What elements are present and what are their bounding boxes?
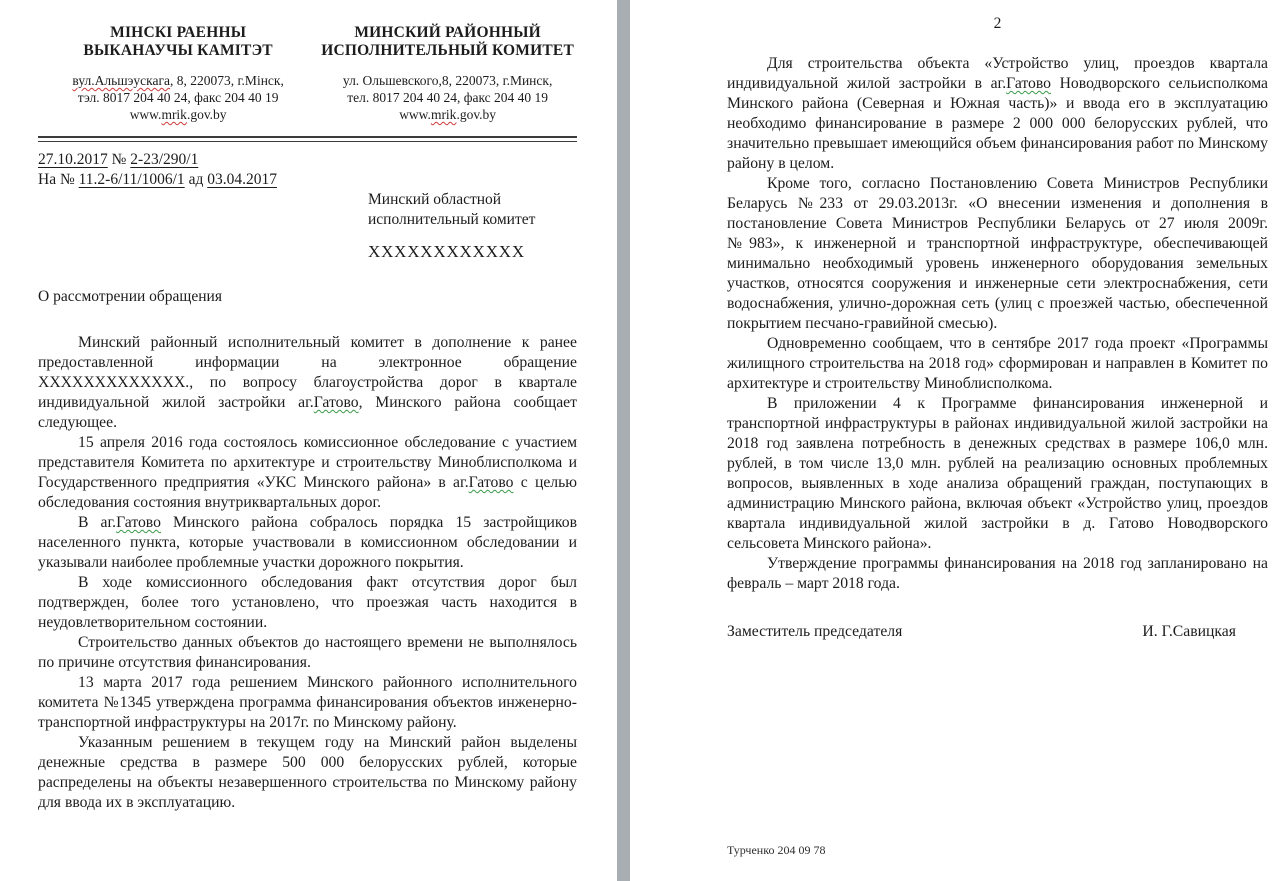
recipient-line-1: Минский областной — [368, 191, 502, 208]
signature-position: Заместитель председателя — [727, 623, 903, 640]
paragraph: В аг.Гатово Минского района собралось порядка 15 застройщиков населенного пункта, которые участвовали в комиссионном обследовании и указывали наиболее проблемные участки дорожного покрытия. — [38, 514, 577, 571]
org-website-ru: www.mrik.gov.by — [399, 107, 497, 122]
signature-row — [727, 622, 1268, 642]
subject-line: О рассмотрении обращения — [38, 288, 222, 305]
letterhead-rule — [38, 136, 577, 142]
page-1 — [0, 0, 617, 881]
signature-name: И. Г.Савицкая — [1142, 623, 1236, 640]
org-title-ru-line2: ИСПОЛНИТЕЛЬНЫЙ КОМИТЕТ — [321, 42, 574, 59]
org-contact-ru — [318, 72, 577, 123]
paragraph: Строительство данных объектов до настоящего времени не выполнялось по причине отсутствия финансирования. — [38, 634, 577, 671]
paragraph: Утверждение программы финансирования на 2018 год запланировано на февраль – март 2018 года. — [727, 555, 1268, 592]
reference-line-2: На № 11.2-6/11/1006/1 ад 03.04.2017 — [38, 171, 277, 188]
page-2 — [630, 0, 1280, 881]
page-1-body — [38, 333, 577, 813]
recipient-block — [368, 190, 577, 262]
page-gap-divider — [617, 0, 630, 881]
org-title-by — [38, 24, 318, 60]
letterhead — [38, 24, 577, 123]
org-contact-by — [38, 72, 318, 123]
reference-block — [38, 150, 577, 190]
paragraph: Минский районный исполнительный комитет в дополнение к ранее предоставленной информации на электронное обращение ХХХХХХХХХХХХХ., по вопросу благоустройства дорог в квартале индивидуальной жилой застройки аг.Гатово, Минского района сообщает следующее. — [38, 334, 577, 431]
org-title-ru — [318, 24, 577, 60]
page-number: 2 — [993, 15, 1002, 32]
page-2-body — [727, 54, 1268, 594]
paragraph: Для строительства объекта «Устройство улиц, проездов квартала индивидуальной жилой застройки в аг.Гатово Новодворского сельисполкома Минского района (Северная и Южная часть)» и ввода его в эксплуатацию необходимо финансирование в размере 2 000 000 белорусских рублей, что значительно превышает имеющийся объем финансирования работ по Минскому району в целом. — [727, 55, 1268, 172]
paragraph: Указанным решением в текущем году на Минский район выделены денежные средства в размере 500 000 белорусских рублей, которые распределены на объекты незавершенного строительства по Минскому району для ввода их в эксплуатацию. — [38, 734, 577, 811]
executor-note: Турченко 204 09 78 — [727, 843, 826, 857]
org-title-ru-line1: МИНСКИЙ РАЙОННЫЙ — [354, 24, 541, 41]
reference-line-1: 27.10.2017 № 2-23/290/1 — [38, 151, 199, 168]
org-title-by-line2: ВЫКАНАУЧЫ КАМІТЭТ — [83, 42, 273, 59]
paragraph: Одновременно сообщаем, что в сентябре 2017 года проект «Программы жилищного строительства на 2018 год» сформирован и направлен в Комитет по архитектуре и строительству Миноблисполкома. — [727, 335, 1268, 392]
letterhead-belarusian — [38, 24, 318, 123]
paragraph: 15 апреля 2016 года состоялось комиссионное обследование с участием представителя Комитета по архитектуре и строительству Миноблисполкома и Государственного предприятия «УКС Минского района» в аг.Гатово с целью обследования состояния внутриквартальных дорог. — [38, 434, 577, 511]
paragraph: 13 марта 2017 года решением Минского районного исполнительного комитета №1345 утверждена программа финансирования объектов инженерно-транспортной инфраструктуры на 2017г. по Минскому району. — [38, 674, 577, 731]
recipient-line-2: исполнительный комитет — [368, 211, 536, 228]
org-phone-ru: тел. 8017 204 40 24, факс 204 40 19 — [347, 90, 549, 105]
org-title-by-line1: МІНСКІ РАЕННЫ — [110, 24, 247, 41]
org-phone-by: тэл. 8017 204 40 24, факс 204 40 19 — [77, 90, 279, 105]
paragraph: Кроме того, согласно Постановлению Совета Министров Республики Беларусь №233 от 29.03.2013г. «О внесении изменения и дополнения в постановление Совета Министров Республики Беларусь от 27 июля 2009г. №983», к инженерной и транспортной инфраструктуре, обеспечивающей минимально необходимый уровень инженерного оборудования земельных участков, относятся сооружения и инженерные сети электроснабжения, сети водоснабжения, улично-дорожная сеть (улиц с проезжей частью, обеспеченной покрытием песчано-гравийной смесью). — [727, 175, 1268, 332]
recipient-masked-name: ХХХХХХХХХХХХ — [368, 242, 525, 261]
paragraph: В ходе комиссионного обследования факт отсутствия дорог был подтвержден, более того установлено, что проезжая часть находится в неудовлетворительном состоянии. — [38, 574, 577, 631]
org-website-by: www.mrik.gov.by — [129, 107, 227, 122]
letterhead-russian — [318, 24, 577, 123]
paragraph: В приложении 4 к Программе финансирования инженерной и транспортной инфраструктуры в районах индивидуальной жилой застройки на 2018 год заявлена потребность в денежных средствах в размере 106,0 млн. рублей, в том числе 13,0 млн. рублей на реализацию основных проблемных вопросов, выявленных в ходе анализа обращений граждан, поступающих в администрацию Минского района, включая объект «Устройство улиц, проездов квартала индивидуальной жилой застройки в д. Гатово Новодворского сельсовета Минского района». — [727, 395, 1268, 552]
org-address-ru: ул. Ольшевского,8, 220073, г.Минск, — [342, 73, 553, 88]
org-address-by: вул.Альшэускага, 8, 220073, г.Мінск, — [72, 73, 284, 88]
